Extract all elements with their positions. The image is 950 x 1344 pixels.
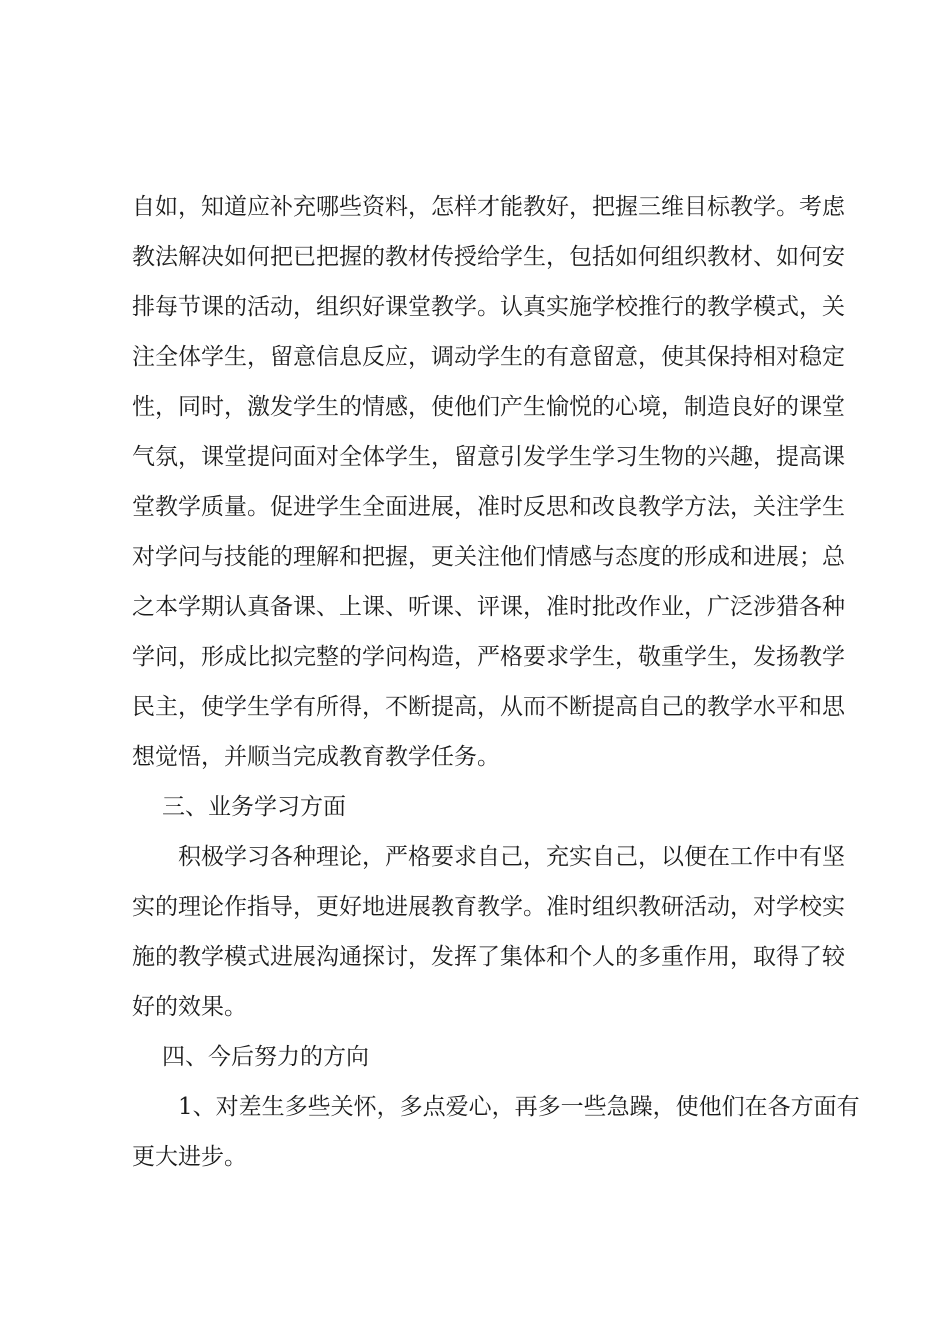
text-line: 学问，形成比拟完整的学问构造，严格要求学生，敬重学生，发扬教学 <box>132 644 845 670</box>
text-line: 注全体学生，留意信息反应，调动学生的有意留意，使其保持相对稳定 <box>132 344 845 370</box>
section-heading-future-direction: 四、今后努力的方向 <box>162 1044 369 1070</box>
text-line: 对学问与技能的理解和把握，更关注他们情感与态度的形成和进展；总 <box>132 544 845 570</box>
text-line: 积极学习各种理论，严格要求自己，充实自己，以便在工作中有坚 <box>178 844 845 870</box>
text-line: 性，同时，激发学生的情感，使他们产生愉悦的心境，制造良好的课堂 <box>132 394 845 420</box>
text-line: 实的理论作指导，更好地进展教育教学。准时组织教研活动，对学校实 <box>132 894 845 920</box>
text-line: 堂教学质量。促进学生全面进展，准时反思和改良教学方法，关注学生 <box>132 494 845 520</box>
text-line: 更大进步。 <box>132 1144 247 1170</box>
text-line: 气氛，课堂提问面对全体学生，留意引发学生学习生物的兴趣，提高课 <box>132 444 845 470</box>
text-line: 施的教学模式进展沟通探讨，发挥了集体和个人的多重作用，取得了较 <box>132 944 845 970</box>
text-line: 之本学期认真备课、上课、听课、评课，准时批改作业，广泛涉猎各种 <box>132 594 845 620</box>
text-line: 自如，知道应补充哪些资料，怎样才能教好，把握三维目标教学。考虑 <box>132 194 845 220</box>
text-line: 1、对差生多些关怀，多点爱心，再多一些急躁，使他们在各方面有 <box>178 1094 860 1120</box>
text-line: 排每节课的活动，组织好课堂教学。认真实施学校推行的教学模式，关 <box>132 294 845 320</box>
text-line: 民主，使学生学有所得，不断提高，从而不断提高自己的教学水平和思 <box>132 694 845 720</box>
text-line: 想觉悟，并顺当完成教育教学任务。 <box>132 744 500 770</box>
section-heading-business-study: 三、业务学习方面 <box>162 794 346 820</box>
text-line: 教法解决如何把已把握的教材传授给学生，包括如何组织教材、如何安 <box>132 244 845 270</box>
text-line: 好的效果。 <box>132 994 247 1020</box>
